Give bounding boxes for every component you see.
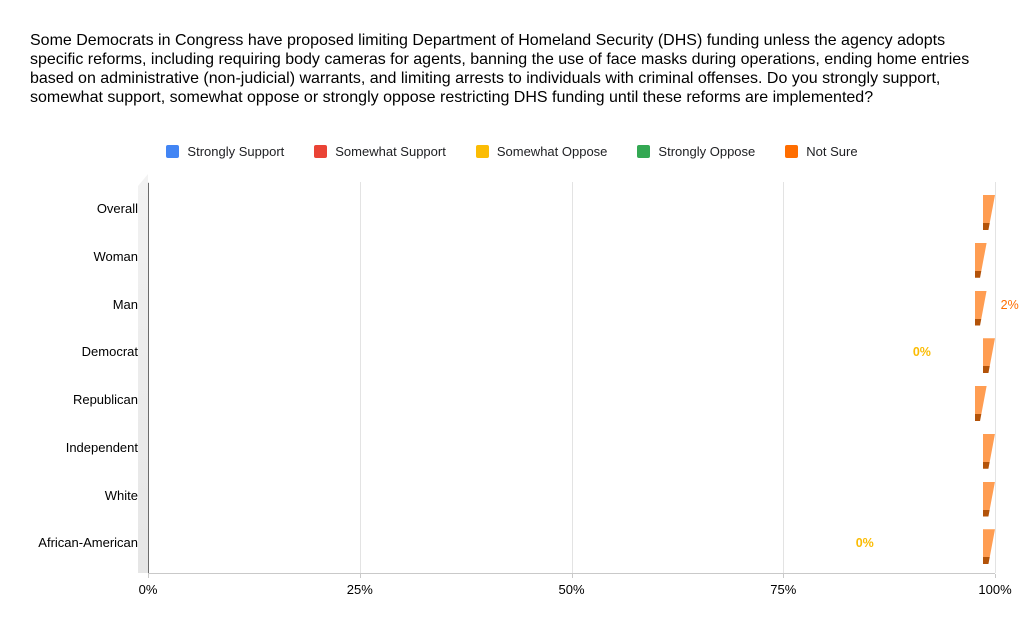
legend bbox=[0, 144, 1024, 159]
gridline-100 bbox=[995, 182, 996, 573]
bar-row-republican bbox=[148, 386, 983, 421]
chart-3d-wall bbox=[138, 174, 148, 573]
legend-swatch-somewhat-oppose bbox=[476, 145, 489, 158]
bar-row-overall bbox=[148, 195, 983, 230]
category-label-democrat: Democrat bbox=[81, 344, 138, 360]
category-label-man: Man bbox=[112, 296, 138, 312]
x-tick-label-75: 75% bbox=[770, 582, 797, 597]
legend-label-strongly-oppose: Strongly Oppose bbox=[658, 144, 756, 159]
category-label-republican: Republican bbox=[72, 392, 138, 407]
legend-label-not-sure: Not Sure bbox=[806, 144, 858, 159]
bar-row-woman bbox=[148, 243, 983, 278]
legend-label-somewhat-support: Somewhat Support bbox=[335, 144, 446, 159]
category-label-african-american: African-American bbox=[38, 535, 138, 551]
bar-end-face-african-american bbox=[983, 529, 995, 564]
category-label-overall: Overall bbox=[96, 201, 138, 216]
category-label-woman: Woman bbox=[93, 248, 138, 264]
x-tick-100 bbox=[995, 574, 996, 578]
x-tick-label-50: 50% bbox=[558, 582, 585, 597]
legend-swatch-not-sure bbox=[785, 145, 798, 158]
value-label-not-sure-man: 2% bbox=[1000, 297, 1019, 312]
x-tick-25 bbox=[360, 574, 361, 578]
category-label-white: White bbox=[104, 487, 138, 503]
legend-swatch-somewhat-support bbox=[314, 145, 327, 158]
x-tick-0 bbox=[148, 574, 149, 578]
bar-end-face-republican bbox=[975, 386, 987, 421]
legend-item-strongly-oppose bbox=[637, 144, 755, 159]
legend-item-not-sure bbox=[785, 144, 857, 159]
x-tick-label-100: 100% bbox=[978, 582, 1012, 597]
legend-swatch-strongly-oppose bbox=[637, 145, 650, 158]
x-tick-75 bbox=[783, 574, 784, 578]
chart-title: Some Democrats in Congress have proposed limiting Department of Homeland Security (DHS) funding unless the agency adopts specific reforms, including requiring body cameras for agents, banning the use of face masks during operations, ending home entries based on administrative (non-judicial) warrants, and limiting arrests to individuals with criminal offenses. Do you strongly support, somewhat support, somewhat oppose or strongly oppose restricting DHS funding until these reforms are implemented? bbox=[30, 32, 970, 106]
bar-row-democrat bbox=[148, 338, 983, 373]
value-label-somewhat-oppose-african-american: 0% bbox=[855, 536, 874, 551]
bar-end-face-man bbox=[975, 291, 987, 326]
bar-row-white bbox=[148, 482, 983, 517]
x-tick-50 bbox=[572, 574, 573, 578]
value-label-somewhat-oppose-democrat: 0% bbox=[912, 345, 931, 360]
bar-row-man bbox=[148, 291, 1019, 326]
bar-row-independent bbox=[148, 434, 983, 469]
bar-end-face-white bbox=[983, 482, 995, 517]
bar-end-face-democrat bbox=[983, 338, 995, 373]
x-axis bbox=[138, 573, 1012, 608]
legend-item-strongly-support bbox=[166, 144, 284, 159]
category-label-independent: Independent bbox=[65, 439, 138, 455]
legend-item-somewhat-oppose bbox=[476, 144, 608, 159]
legend-label-somewhat-oppose: Somewhat Oppose bbox=[496, 144, 608, 159]
x-tick-label-25: 25% bbox=[346, 582, 373, 597]
category-axis bbox=[0, 183, 138, 573]
bar-end-face-overall bbox=[983, 195, 995, 230]
legend-swatch-strongly-support bbox=[166, 145, 179, 158]
legend-label-strongly-support: Strongly Support bbox=[187, 144, 285, 159]
bar-end-face-independent bbox=[983, 434, 995, 469]
chart-plot bbox=[148, 183, 1019, 573]
legend-item-somewhat-support bbox=[314, 144, 446, 159]
bar-end-face-woman bbox=[975, 243, 987, 278]
x-tick-label-0: 0% bbox=[138, 582, 158, 597]
bar-row-african-american bbox=[148, 529, 983, 564]
